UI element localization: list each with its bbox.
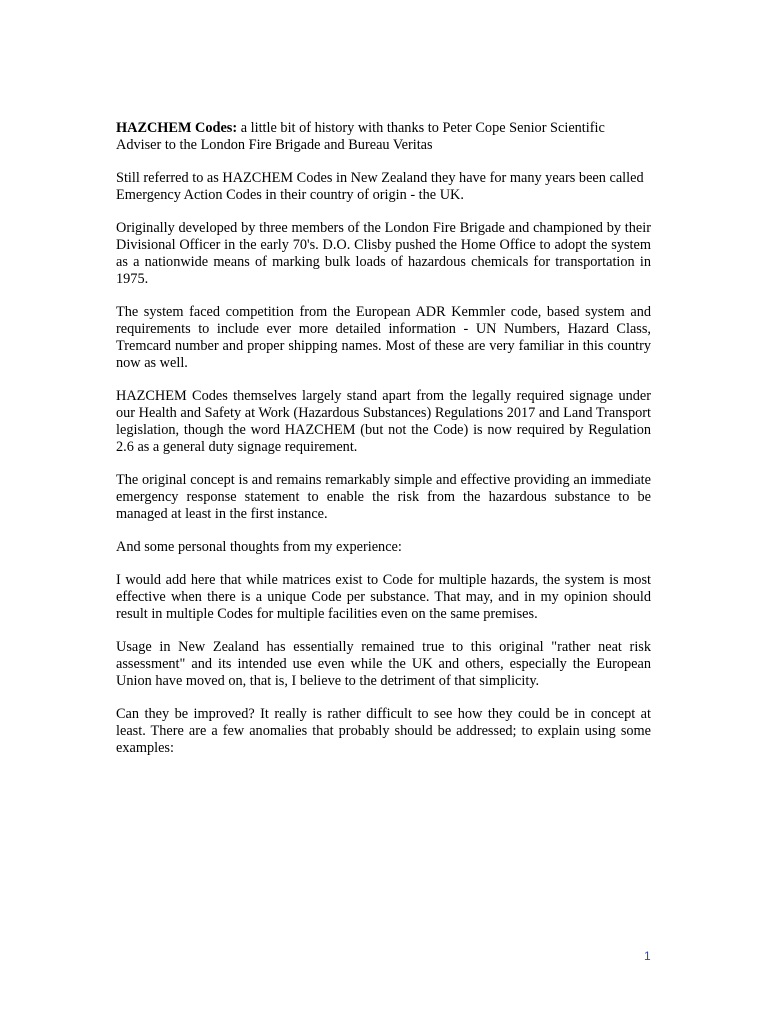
paragraph-nz-usage: Usage in New Zealand has essentially remained true to this original "rather neat risk assessment" and its intended use even while the UK and others, especially the European Union have moved on, that is, I believe to the detriment of that simplicity. (116, 639, 651, 689)
paragraph-legislation: HAZCHEM Codes themselves largely stand apart from the legally required signage under our Health and Safety at Work (Hazardous Substances) Regulations 2017 and Land Transport legislation, though the word HAZCHEM (but not the Code) is now required by Regulation 2.6 as a general duty signage requirement. (116, 388, 651, 455)
paragraph-uk-origin: Still referred to as HAZCHEM Codes in New Zealand they have for many years been called Emergency Action Codes in their country of origin - the UK. (116, 170, 644, 203)
paragraph-improvement: Can they be improved? It really is rather difficult to see how they could be in concept at least. There are a few anomalies that probably should be addressed; to explain using some examples: (116, 706, 651, 756)
page-number: 1 (644, 949, 651, 963)
document-title: HAZCHEM Codes: (116, 120, 238, 136)
intro-text: a little bit of history with thanks to Peter Cope Senior Scientific Adviser to the London Fire Brigade and Bureau Veritas (116, 120, 605, 153)
paragraph-competition: The system faced competition from the European ADR Kemmler code, based system and requirements to include ever more detailed information - UN Numbers, Hazard Class, Tremcard number and proper shipping names. Most of these are very familiar in this country now as well. (116, 304, 651, 371)
paragraph-multiple-hazards: I would add here that while matrices exist to Code for multiple hazards, the system is most effective when there is a unique Code per substance. That may, and in my opinion should result in multiple Codes for multiple facilities even on the same premises. (116, 572, 651, 622)
paragraph-concept: The original concept is and remains remarkably simple and effective providing an immediate emergency response statement to enable the risk from the hazardous substance to be managed at least in the first instance. (116, 472, 651, 522)
paragraph-personal-thoughts: And some personal thoughts from my experience: (116, 539, 402, 555)
intro-paragraph (116, 120, 651, 154)
document-body (116, 120, 651, 773)
paragraph-development: Originally developed by three members of the London Fire Brigade and championed by their Divisional Officer in the early 70's. D.O. Clisby pushed the Home Office to adopt the system as a nationwide means of marking bulk loads of hazardous chemicals for transportation in 1975. (116, 220, 651, 287)
